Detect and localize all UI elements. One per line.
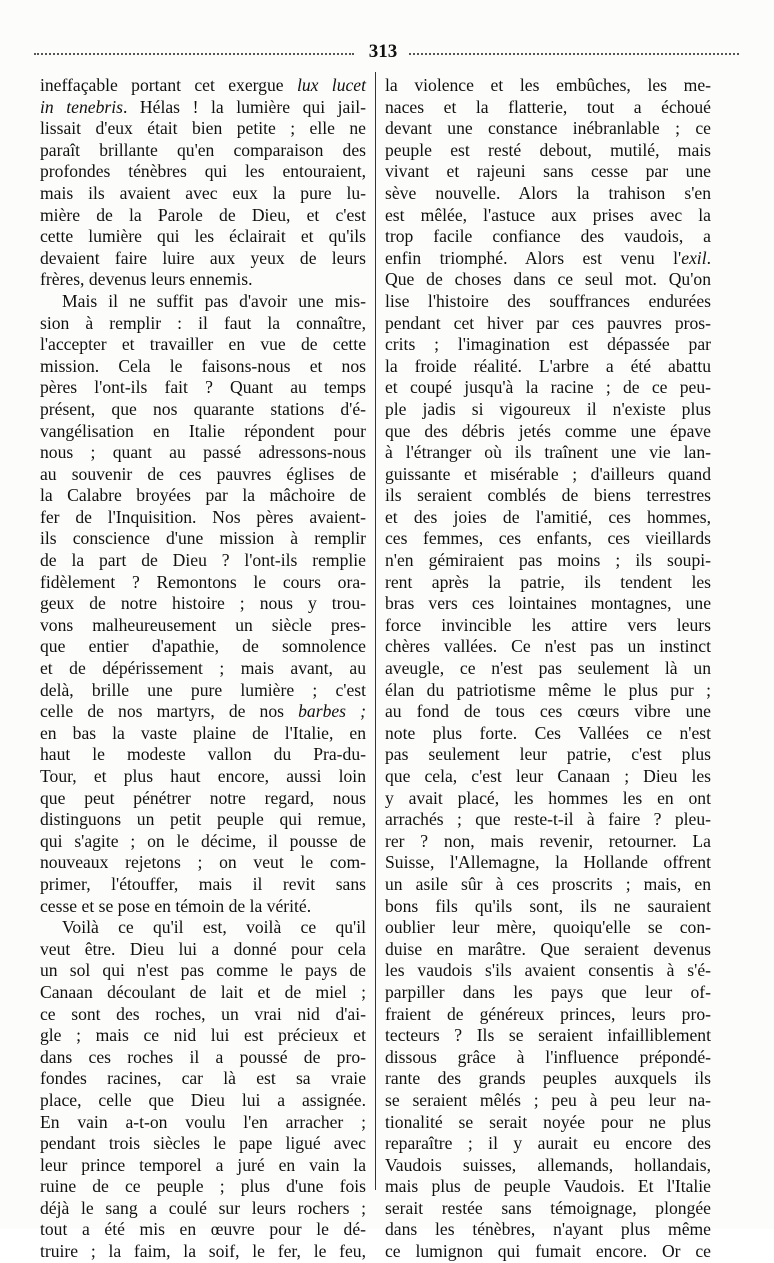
text-line: tout a été mis en œuvre pour le dé- — [40, 1219, 366, 1240]
text-line: dans les ténèbres, n'ayant plus même — [385, 1219, 711, 1240]
text-line: élan du patriotisme même le plus pur ; — [385, 679, 711, 700]
text-line: les vaudois s'ils avaient consentis à s'é- — [385, 960, 711, 981]
text-line: haut le modeste vallon du Pra-du- — [40, 744, 366, 765]
text-line: oublier leur mère, quoiqu'elle se con- — [385, 917, 711, 938]
text-line: tionalité se serait noyée pour ne plus — [385, 1111, 711, 1132]
text-line: peuple est resté debout, mutilé, mais — [385, 139, 711, 160]
text-line: aveugle, ce n'est pas seulement là un — [385, 658, 711, 679]
text-line: guissante et misérable ; d'ailleurs quand — [385, 463, 711, 484]
text-line: nouveaux rejetons ; on veut le com- — [40, 852, 366, 873]
text-line: paraît brillante qu'en comparaison des — [40, 139, 366, 160]
text-line: et des joies de l'amitié, ces hommes, — [385, 506, 711, 527]
text-line: en bas la vaste plaine de l'Italie, en — [40, 722, 366, 743]
right-text-column — [385, 75, 711, 1263]
text-line: Voilà ce qu'il est, voilà ce qu'il — [62, 917, 366, 938]
text-line: frères, devenus leurs ennemis. — [40, 269, 253, 290]
text-line: place, celle que Dieu lui a assignée. — [40, 1089, 366, 1110]
text-line: de la part de Dieu ? l'ont-ils remplie — [40, 550, 366, 571]
text-line: se seraient mêlés ; peu à peu leur na- — [385, 1089, 711, 1110]
text-line: qui s'agite ; on le décime, il pousse de — [40, 830, 366, 851]
header-rule-left — [34, 53, 354, 55]
text-line: dissous grâce à l'influence prépondé- — [385, 1046, 711, 1067]
text-line: En vain a-t-on voulu l'en arracher ; — [40, 1111, 366, 1132]
text-line: gle ; mais ce nid lui est précieux et — [40, 1025, 366, 1046]
text-line: chères vallées. Ce n'est pas un instinct — [385, 636, 711, 657]
text-line: vons malheureusement un siècle pres- — [40, 614, 366, 635]
text-line: et de dépérissement ; mais avant, au — [40, 658, 366, 679]
text-line: ple jadis si vigoureux il n'existe plus — [385, 398, 711, 419]
text-line: arrachés ; que reste-t-il à faire ? pleu- — [385, 809, 711, 830]
text-line: parpiller dans les pays que leur of- — [385, 981, 711, 1002]
header-rule-right — [409, 53, 739, 55]
text-line: lise l'histoire des souffrances endurées — [385, 290, 711, 311]
text-line: pas seulement leur patrie, c'est plus — [385, 744, 711, 765]
text-line: fer de l'Inquisition. Nos pères avaient- — [40, 506, 366, 527]
text-line: présent, que nos quarante stations d'é- — [40, 398, 366, 419]
text-line: Canaan découlant de lait et de miel ; — [40, 981, 366, 1002]
text-line: Que de choses dans ce seul mot. Qu'on — [385, 269, 711, 290]
text-line: lissait d'eux était bien petite ; elle ne — [40, 118, 366, 139]
text-line: ces femmes, ces enfants, ces vieillards — [385, 528, 711, 549]
text-line: pendant trois siècles le pape ligué avec — [40, 1133, 366, 1154]
text-line: cesse et se pose en témoin de la vérité. — [40, 895, 312, 916]
text-line: profondes ténèbres qui les entouraient, — [40, 161, 366, 182]
text-line: rent après la patrie, ils tendent les — [385, 571, 711, 592]
text-line: trop facile confiance des vaudois, a — [385, 226, 711, 247]
text-line: que cela, c'est leur Canaan ; Dieu les — [385, 766, 711, 786]
text-line: la froide réalité. L'arbre a été abattu — [385, 355, 711, 376]
text-line: ils conscience d'une mission à remplir — [40, 528, 366, 549]
text-line: in tenebris. Hélas ! la lumière qui jail- — [40, 96, 367, 117]
text-line: au souvenir de ces pauvres églises de — [40, 463, 366, 484]
text-line: fidèlement ? Remontons le cours ora- — [40, 571, 366, 592]
text-line: serait restée sans témoignage, plongée — [385, 1197, 711, 1218]
text-line: crits ; l'imagination est dépassée par — [385, 334, 711, 355]
text-line: delà, brille une pure lumière ; c'est — [40, 679, 366, 700]
text-line: que peut pénétrer notre regard, nous — [40, 787, 366, 808]
text-line: distinguons un petit peuple qui remue, — [40, 809, 366, 830]
text-line: y avait placé, les hommes les en ont — [385, 787, 711, 808]
text-line: nous ; quant au passé adressons-nous — [40, 442, 366, 463]
text-line: Vaudois suisses, allemands, hollandais, — [385, 1154, 711, 1175]
text-line: ce sont des roches, un vrai nid d'ai- — [40, 1003, 366, 1024]
text-line: bons fils qu'ils sont, ils ne sauraient — [385, 895, 711, 916]
text-line: rer ? non, mais revenir, retourner. La — [385, 830, 711, 851]
text-line: fraient de généreux princes, leurs pro- — [385, 1003, 711, 1024]
text-line: leur prince temporel a juré en vain la — [40, 1154, 366, 1175]
text-line: geux de notre histoire ; nous y trou- — [40, 593, 366, 614]
text-line: pères l'ont-ils fait ? Quant au temps — [40, 377, 366, 398]
text-line: mais plus de peuple Vaudois. Et l'Italie — [385, 1176, 711, 1197]
text-line: cette lumière qui les éclairait et qu'ils — [40, 226, 366, 247]
text-line: et coupé jusqu'à la racine ; de ce peu- — [385, 377, 711, 398]
text-line: reparaître ; il y aurait eu encore des — [385, 1133, 711, 1154]
text-line: ils seraient comblés de biens terrestres — [385, 485, 711, 506]
text-line: duise en marâtre. Que seraient devenus — [385, 938, 711, 959]
text-line: ce lumignon qui fumait encore. Or ce — [385, 1241, 711, 1262]
page-number: 313 — [360, 42, 406, 62]
text-line: vivant et rajeuni sans cesse par une — [385, 161, 711, 182]
column-divider — [375, 72, 376, 1190]
text-line: sève nouvelle. Alors la trahison s'en — [385, 182, 711, 203]
text-line: la violence et les embûches, les me- — [385, 75, 711, 95]
text-line: ineffaçable portant cet exergue lux lucet — [40, 75, 366, 95]
text-line: fondes racines, car là est sa vraie — [40, 1068, 366, 1089]
text-line: veut être. Dieu lui a donné pour cela — [40, 938, 366, 959]
text-line: rante des grands peuples auxquels ils — [385, 1068, 711, 1089]
text-line: un sol qui n'est pas comme le pays de — [40, 960, 366, 981]
text-line: Mais il ne suffit pas d'avoir une mis- — [62, 290, 366, 311]
text-line: naces et la flatterie, tout a échoué — [385, 96, 711, 117]
text-line: un asile sûr à ces proscrits ; mais, en — [385, 873, 711, 894]
text-line: dans ces roches il a poussé de pro- — [40, 1046, 366, 1067]
text-line: mière de la Parole de Dieu, et c'est — [40, 204, 366, 225]
text-line: est mêlée, l'astuce aux prises avec la — [385, 204, 711, 225]
text-line: mais ils avaient avec eux la pure lu- — [40, 182, 366, 203]
text-line: que entier d'apathie, de somnolence — [40, 636, 366, 657]
text-line: force invincible les attire vers leurs — [385, 614, 711, 635]
page-header — [34, 40, 739, 62]
text-line: tecteurs ? Ils se seraient infailliblement — [385, 1025, 711, 1046]
text-line: pendant cet hiver par ces pauvres pros- — [385, 312, 711, 333]
text-line: note plus forte. Ces Vallées ce n'est — [385, 722, 711, 743]
text-line: celle de nos martyrs, de nos barbes ; — [40, 701, 366, 722]
text-line: ruine de ce peuple ; plus d'une fois — [40, 1176, 366, 1197]
text-line: primer, l'étouffer, mais il revit sans — [40, 873, 366, 894]
text-line: n'en gémiraient pas moins ; ils soupi- — [385, 550, 711, 571]
left-text-column — [40, 75, 366, 1263]
text-line: sion à remplir : il faut la connaître, — [40, 312, 366, 333]
text-line: Tour, et plus haut encore, aussi loin — [40, 766, 366, 786]
text-line: truire ; la faim, la soif, le fer, le feu, — [40, 1241, 366, 1262]
text-line: enfin triomphé. Alors est venu l'exil. — [385, 247, 711, 268]
text-line: déjà le sang a coulé sur leurs rochers ; — [40, 1197, 366, 1218]
text-line: au fond de tous ces cœurs vibre une — [385, 701, 711, 722]
text-line: devaient faire luire aux yeux de leurs — [40, 247, 366, 268]
text-line: mission. Cela le faisons-nous et nos — [40, 355, 366, 376]
text-line: à l'étranger où ils traînent une vie lan- — [385, 442, 711, 463]
text-line: la Calabre broyées par la mâchoire de — [40, 485, 366, 506]
text-line: devant une constance inébranlable ; ce — [385, 118, 711, 139]
text-line: que des débris jetés comme une épave — [385, 420, 711, 441]
text-line: vangélisation en Italie répondent pour — [40, 420, 366, 441]
text-line: Suisse, l'Allemagne, la Hollande offrent — [385, 852, 711, 873]
text-line: bras vers ces lointaines montagnes, une — [385, 593, 711, 614]
text-line: l'accepter et travailler en vue de cette — [40, 334, 366, 355]
